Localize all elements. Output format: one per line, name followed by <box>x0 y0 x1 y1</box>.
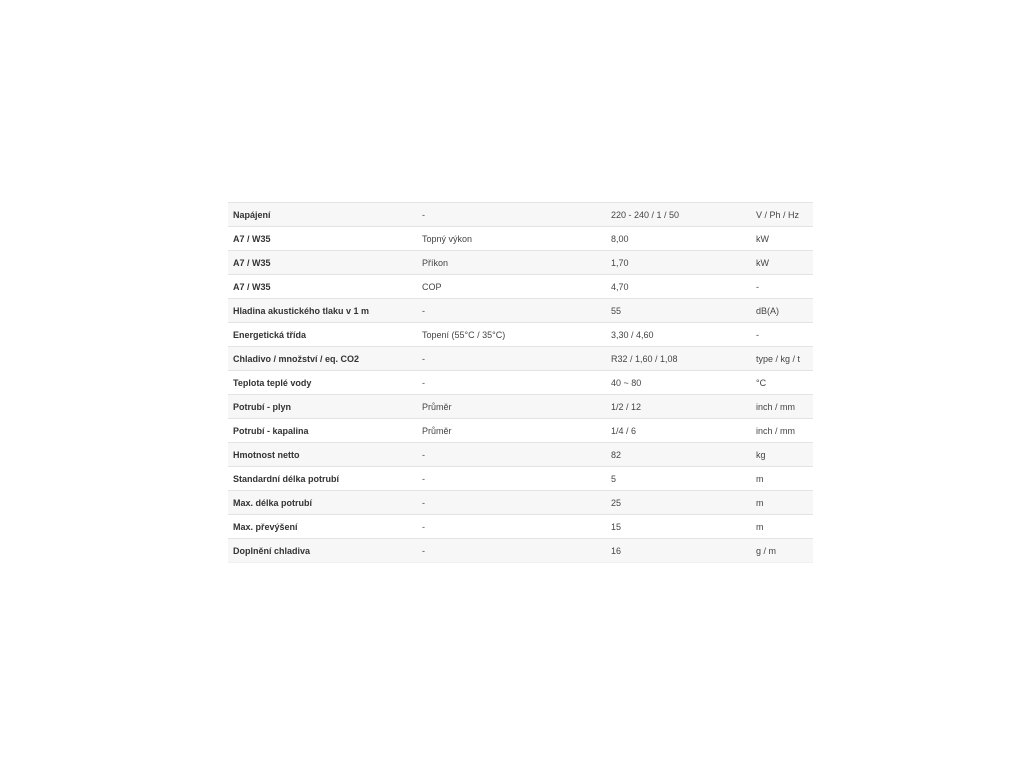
table-row <box>228 251 813 275</box>
parameter-unit-cell: m <box>751 467 813 491</box>
specification-table-body <box>228 203 813 563</box>
specification-table <box>228 202 813 563</box>
table-row <box>228 467 813 491</box>
parameter-unit-cell: dB(A) <box>751 299 813 323</box>
parameter-unit-cell: kg <box>751 443 813 467</box>
parameter-name-cell: Teplota teplé vody <box>228 371 417 395</box>
parameter-name-cell: Max. převýšení <box>228 515 417 539</box>
table-row <box>228 395 813 419</box>
table-row <box>228 371 813 395</box>
parameter-description-cell: Topení (55°C / 35°C) <box>417 323 606 347</box>
parameter-name-cell: Potrubí - plyn <box>228 395 417 419</box>
parameter-value-cell: 16 <box>606 539 751 563</box>
table-row <box>228 491 813 515</box>
parameter-unit-cell: type / kg / t <box>751 347 813 371</box>
parameter-description-cell: - <box>417 515 606 539</box>
parameter-unit-cell: m <box>751 491 813 515</box>
table-row <box>228 203 813 227</box>
parameter-unit-cell: - <box>751 275 813 299</box>
parameter-name-cell: A7 / W35 <box>228 227 417 251</box>
parameter-value-cell: 1/2 / 12 <box>606 395 751 419</box>
parameter-unit-cell: g / m <box>751 539 813 563</box>
table-row <box>228 347 813 371</box>
parameter-value-cell: 8,00 <box>606 227 751 251</box>
parameter-value-cell: 15 <box>606 515 751 539</box>
parameter-value-cell: 25 <box>606 491 751 515</box>
parameter-description-cell: - <box>417 347 606 371</box>
table-row <box>228 275 813 299</box>
parameter-value-cell: R32 / 1,60 / 1,08 <box>606 347 751 371</box>
table-row <box>228 443 813 467</box>
parameter-value-cell: 82 <box>606 443 751 467</box>
parameter-value-cell: 3,30 / 4,60 <box>606 323 751 347</box>
parameter-description-cell: Topný výkon <box>417 227 606 251</box>
parameter-value-cell: 5 <box>606 467 751 491</box>
parameter-unit-cell: m <box>751 515 813 539</box>
parameter-description-cell: - <box>417 539 606 563</box>
parameter-description-cell: - <box>417 203 606 227</box>
parameter-description-cell: - <box>417 371 606 395</box>
parameter-description-cell: Průměr <box>417 419 606 443</box>
parameter-name-cell: Hmotnost netto <box>228 443 417 467</box>
parameter-name-cell: A7 / W35 <box>228 275 417 299</box>
parameter-description-cell: - <box>417 467 606 491</box>
parameter-unit-cell: - <box>751 323 813 347</box>
parameter-name-cell: Potrubí - kapalina <box>228 419 417 443</box>
parameter-name-cell: Hladina akustického tlaku v 1 m <box>228 299 417 323</box>
parameter-name-cell: Napájení <box>228 203 417 227</box>
parameter-value-cell: 40 ~ 80 <box>606 371 751 395</box>
parameter-value-cell: 4,70 <box>606 275 751 299</box>
parameter-description-cell: - <box>417 443 606 467</box>
parameter-value-cell: 1,70 <box>606 251 751 275</box>
parameter-unit-cell: °C <box>751 371 813 395</box>
parameter-description-cell: - <box>417 491 606 515</box>
parameter-unit-cell: kW <box>751 227 813 251</box>
parameter-description-cell: Příkon <box>417 251 606 275</box>
parameter-name-cell: Standardní délka potrubí <box>228 467 417 491</box>
parameter-name-cell: A7 / W35 <box>228 251 417 275</box>
parameter-value-cell: 220 - 240 / 1 / 50 <box>606 203 751 227</box>
parameter-name-cell: Max. délka potrubí <box>228 491 417 515</box>
parameter-name-cell: Energetická třída <box>228 323 417 347</box>
parameter-value-cell: 55 <box>606 299 751 323</box>
parameter-name-cell: Chladivo / množství / eq. CO2 <box>228 347 417 371</box>
parameter-unit-cell: inch / mm <box>751 395 813 419</box>
table-row <box>228 323 813 347</box>
parameter-unit-cell: V / Ph / Hz <box>751 203 813 227</box>
parameter-description-cell: COP <box>417 275 606 299</box>
parameter-description-cell: Průměr <box>417 395 606 419</box>
table-row <box>228 299 813 323</box>
parameter-description-cell: - <box>417 299 606 323</box>
parameter-unit-cell: inch / mm <box>751 419 813 443</box>
table-row <box>228 419 813 443</box>
table-row <box>228 227 813 251</box>
parameter-unit-cell: kW <box>751 251 813 275</box>
table-row <box>228 539 813 563</box>
parameter-value-cell: 1/4 / 6 <box>606 419 751 443</box>
table-row <box>228 515 813 539</box>
parameter-name-cell: Doplnění chladiva <box>228 539 417 563</box>
